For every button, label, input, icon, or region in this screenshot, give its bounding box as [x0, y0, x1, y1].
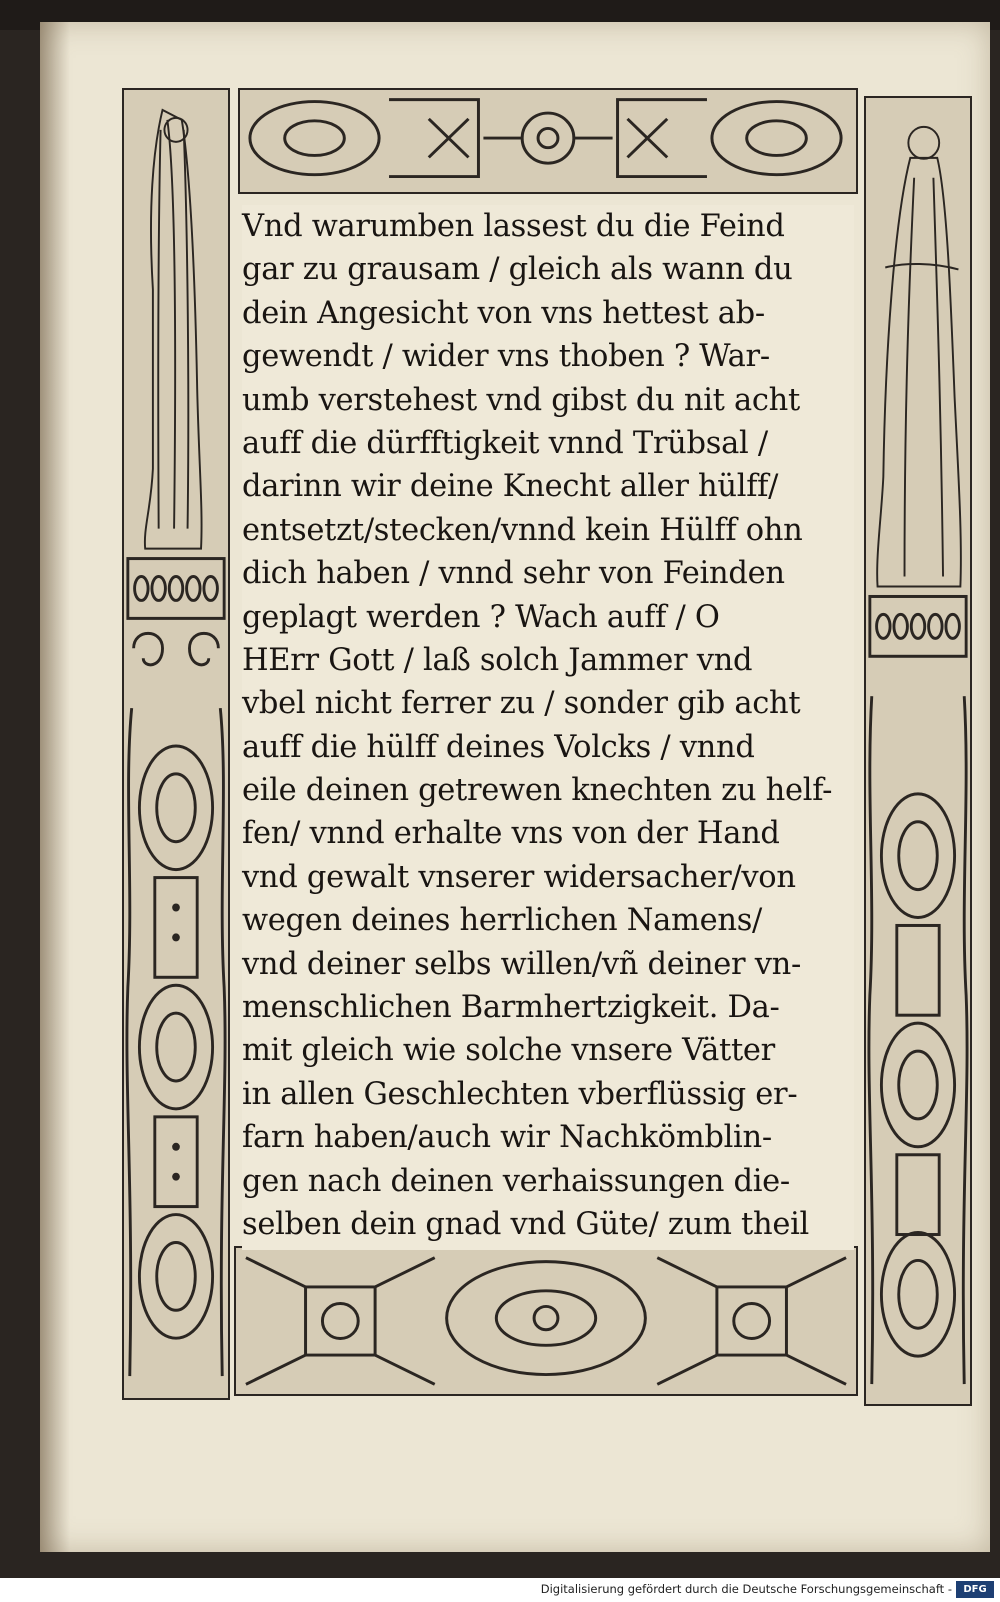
text-line: menschlichen Barmhertzigkeit. Da-: [242, 990, 780, 1026]
text-line: selben dein gnad vnd Güte/ zum theil: [242, 1206, 809, 1242]
text-line: eile deinen getrewen knechten zu helf-: [242, 773, 833, 809]
bottom-border-ornament: [234, 1246, 858, 1396]
text-line: Vnd warumben lassest du die Feind: [242, 209, 785, 244]
text-line: auff die dürfftigkeit vnnd Trübsal /: [242, 425, 768, 461]
text-line: in allen Geschlechten vberflüssig er-: [242, 1076, 798, 1112]
text-line: vbel nicht ferrer zu / sonder gib acht: [242, 686, 801, 722]
digitization-footer: [0, 1578, 1000, 1602]
right-border-ornament: [864, 96, 972, 1406]
text-line: HErr Gott / laß solch Jammer vnd: [242, 642, 753, 678]
text-line: vnd gewalt vnserer widersacher/von: [242, 859, 796, 895]
page-gutter-shadow: [40, 22, 70, 1552]
dfg-logo[interactable]: DFG: [956, 1581, 994, 1598]
text-line: darinn wir deine Knecht aller hülff/: [242, 469, 779, 505]
text-line: umb verstehest vnd gibst du nit acht: [242, 382, 800, 418]
prayer-text-block: [242, 205, 854, 1250]
text-line: gar zu grausam / gleich als wann du: [242, 252, 793, 288]
text-line: mit gleich wie solche vnsere Vätter: [242, 1033, 775, 1069]
text-line: fen/ vnnd erhalte vns von der Hand: [242, 816, 780, 852]
text-line: dich haben / vnnd sehr von Feinden: [242, 556, 785, 592]
text-line: auff die hülff deines Volcks / vnnd: [242, 729, 755, 765]
text-line: gewendt / wider vns thoben ? War-: [242, 339, 770, 375]
top-border-ornament: [238, 88, 858, 194]
text-line: dein Angesicht von vns hettest ab-: [242, 295, 765, 331]
text-line: vnd deiner selbs willen/vñ deiner vn-: [242, 946, 802, 982]
left-border-ornament: [122, 88, 230, 1400]
text-line: farn haben/auch wir Nachkömblin-: [242, 1120, 772, 1156]
text-line: entsetzt/stecken/vnnd kein Hülff ohn: [242, 512, 803, 548]
text-line: wegen deines herrlichen Namens/: [242, 903, 763, 939]
text-line: gen nach deinen verhaissungen die-: [242, 1163, 790, 1199]
funding-credit: Digitalisierung gefördert durch die Deutsche Forschungsgemeinschaft -: [540, 1582, 952, 1596]
text-line: geplagt werden ? Wach auff / O: [242, 599, 720, 635]
